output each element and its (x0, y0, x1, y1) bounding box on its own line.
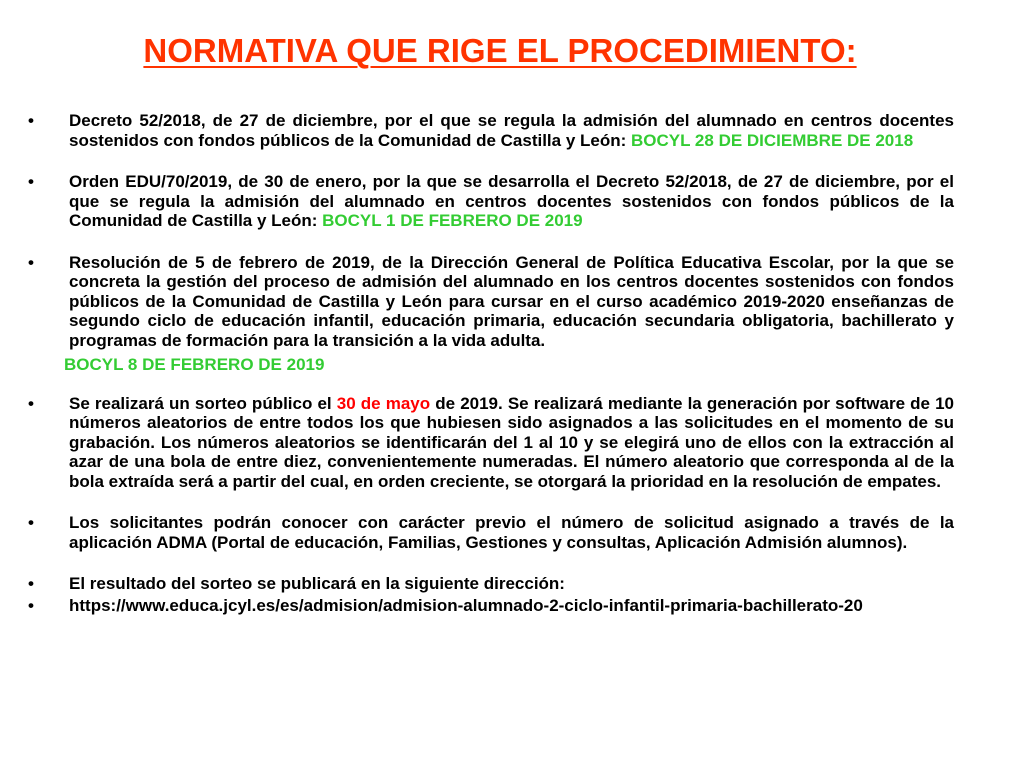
page-title: NORMATIVA QUE RIGE EL PROCEDIMIENTO: (143, 32, 857, 69)
item-text: Orden EDU/70/2019, de 30 de enero, por la que se desarrolla el Decreto 52/2018, de 27 de diciembre, por el que se regula la admisión del alumnado en centros docentes sostenidos con fondos públicos de la Comunidad de Castilla y León: (69, 172, 954, 230)
list-item-solicitantes (24, 513, 954, 552)
item-text: Se realizará un sorteo público el (69, 393, 337, 413)
item-text: de 2019. Se realizará mediante la generación por software de 10 números aleatorios de entre todos los que hubiesen sido asignados a las solicitudes en el momento de su grabación. Los números aleatorios se identificarán del 1 al 10 y se elegirá uno de ellos con la extracción al azar de una bola de entre diez, convenientemente numeradas. El número aleatorio que corresponda al de la bola extraída será a partir del cual, en orden creciente, se otorgará la prioridad en la resolución de empates. (69, 393, 955, 491)
item-text: El resultado del sorteo se publicará en la siguiente dirección: (69, 574, 565, 593)
bocyl-reference: BOCYL 1 DE FEBRERO DE 2019 (322, 211, 583, 230)
list-item-decreto (24, 111, 954, 150)
list-item-resultado (24, 574, 954, 594)
bocyl-reference: BOCYL 8 DE FEBRERO DE 2019 (64, 355, 325, 374)
results-url-link[interactable]: https://www.educa.jcyl.es/es/admision/admision-alumnado-2-ciclo-infantil-primaria-bachillerato-20 (69, 595, 863, 615)
bullet-icon: • (28, 595, 34, 615)
bullet-icon: • (28, 172, 34, 191)
bocyl-reference: BOCYL 28 DE DICIEMBRE DE 2018 (631, 130, 914, 150)
list-item-sorteo (24, 394, 954, 492)
sorteo-date: 30 de mayo (336, 393, 431, 413)
list-item-orden (24, 172, 954, 231)
item-text: Decreto 52/2018, de 27 de diciembre, por el que se regula la admisión del alumnado en centros docentes sostenidos con fondos públicos de la Comunidad de Castilla y León: (69, 111, 954, 150)
item-text: Los solicitantes podrán conocer con carácter previo el número de solicitud asignado a través de la aplicación ADMA (Portal de educación, Familias, Gestiones y consultas, Aplicación Admisión alumnos). (69, 513, 954, 552)
item-text: Resolución de 5 de febrero de 2019, de la Dirección General de Política Educativa Escolar, por la que se concreta la gestión del proceso de admisión del alumnado en los centros docentes sostenidos con fondos públicos de la Comunidad de Castilla y León para cursar en el curso académico 2019-2020 enseñanzas de segundo ciclo de educación infantil, educación primaria, educación secundaria obligatoria, bachillerato y programas de formación para la transición a la vida adulta. (69, 252, 954, 350)
list-item-resolucion (24, 253, 954, 375)
bullet-icon: • (28, 393, 34, 413)
bullet-icon: • (28, 574, 34, 593)
regulation-list (24, 111, 954, 637)
bullet-icon: • (28, 252, 34, 272)
bullet-icon: • (28, 513, 34, 532)
list-item-url (24, 596, 954, 616)
bullet-icon: • (28, 111, 34, 130)
